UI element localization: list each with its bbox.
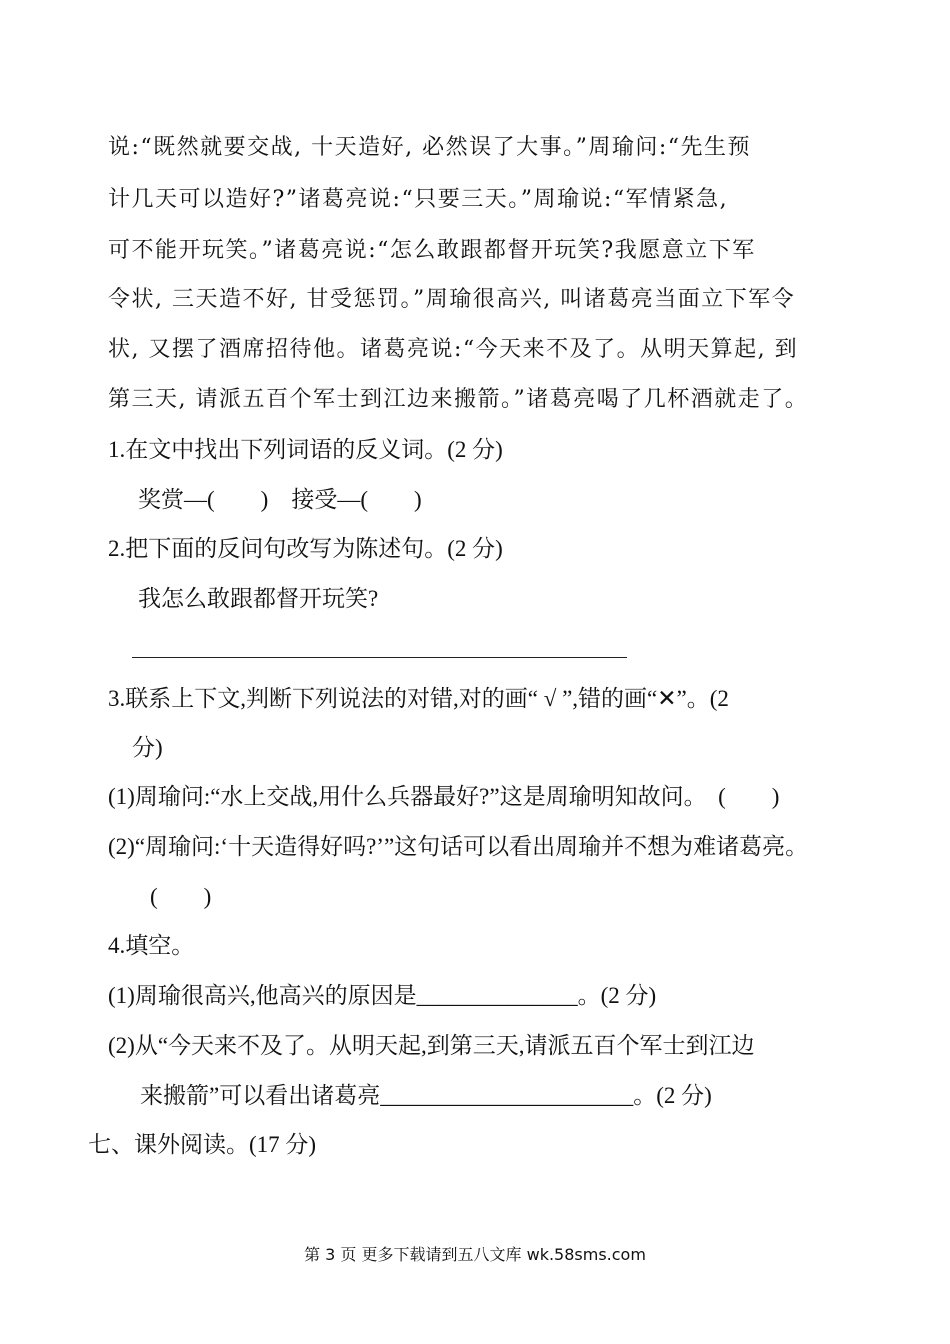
question-3-prompt-line-1: 3.联系上下文,判断下列说法的对错,对的画“ √ ”,错的画“✕”。(2: [108, 686, 729, 711]
passage-line-5: 状, 又摆了酒席招待他。诸葛亮说:“今天来不及了。从明天算起, 到: [108, 337, 799, 362]
question-4-item-1: (1)周瑜很高兴,他高兴的原因是______________。(2 分): [108, 983, 657, 1008]
passage-line-1: 说:“既然就要交战, 十天造好, 必然误了大事。”周瑜问:“先生预: [108, 135, 752, 160]
question-2-prompt: 2.把下面的反问句改写为陈述句。(2 分): [108, 536, 503, 561]
passage-line-2: 计几天可以造好?”诸葛亮说:“只要三天。”周瑜说:“军情紧急,: [108, 187, 729, 212]
question-2-answer-blank[interactable]: [132, 633, 627, 666]
question-1-answers: 奖赏—( ) 接受—( ): [138, 487, 422, 512]
question-4-prompt: 4.填空。: [108, 933, 195, 958]
passage-line-6: 第三天, 请派五百个军士到江边来搬箭。”诸葛亮喝了几杯酒就走了。: [108, 387, 809, 412]
question-3-item-2: (2)“周瑜问:‘十天造得好吗?’”这句话可以看出周瑜并不想为难诸葛亮。: [108, 834, 809, 859]
question-4-item-2-line-2: 来搬箭”可以看出诸葛亮______________________。(2 分): [140, 1083, 712, 1108]
question-3-prompt-line-2: 分): [132, 735, 163, 760]
section-7-heading: 七、课外阅读。(17 分): [88, 1132, 317, 1157]
question-3-item-1: (1)周瑜问:“水上交战,用什么兵器最好?”这是周瑜明知故问。 ( ): [108, 784, 780, 809]
page-footer: 第 3 页 更多下载请到五八文库 wk.58sms.com: [304, 1245, 646, 1264]
question-3-item-2-paren: ( ): [150, 884, 212, 909]
question-4-item-2-line-1: (2)从“今天来不及了。从明天起,到第三天,请派五百个军士到江边: [108, 1033, 755, 1058]
passage-line-3: 可不能开玩笑。”诸葛亮说:“怎么敢跟都督开玩笑?我愿意立下军: [108, 238, 756, 263]
question-2-sentence: 我怎么敢跟都督开玩笑?: [138, 586, 379, 611]
passage-line-4: 令状, 三天造不好, 甘受惩罚。”周瑜很高兴, 叫诸葛亮当面立下军令: [108, 287, 796, 312]
question-1-prompt: 1.在文中找出下列词语的反义词。(2 分): [108, 437, 503, 462]
